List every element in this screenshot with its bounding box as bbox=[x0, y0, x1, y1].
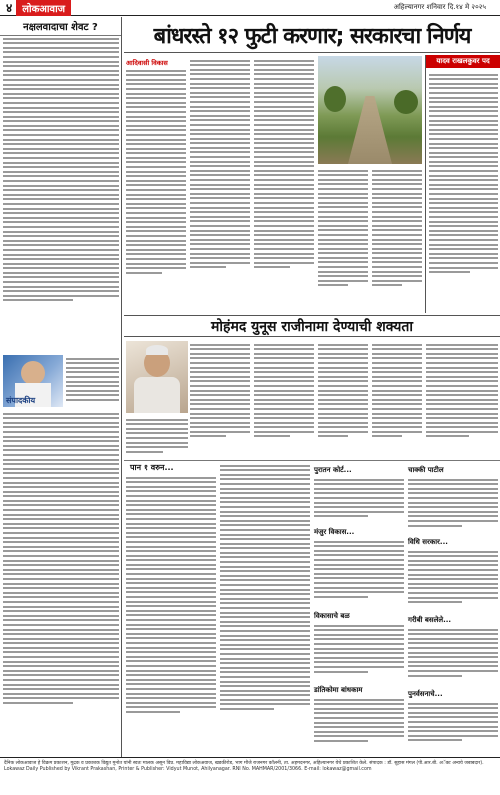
side-box-title: यादव राखलकुवर पद bbox=[426, 55, 500, 68]
col5-subhead-c: गरीबी बसलेले... bbox=[408, 616, 452, 624]
side-box-text bbox=[429, 71, 498, 309]
continued-col4 bbox=[408, 462, 498, 754]
second-story-col2 bbox=[190, 341, 250, 458]
col5-text-a bbox=[408, 476, 498, 534]
road-photo bbox=[318, 56, 422, 164]
continued-col2 bbox=[220, 462, 310, 754]
col4-text-a bbox=[314, 476, 404, 524]
col5-text-c bbox=[408, 626, 498, 686]
editor-photo bbox=[3, 355, 63, 407]
col4-subhead-c: विकासाचे बळ bbox=[314, 612, 350, 620]
main-story-col3 bbox=[254, 57, 314, 312]
second-story-col3 bbox=[254, 341, 314, 458]
second-story-col5 bbox=[372, 341, 422, 458]
main-story-col2 bbox=[190, 57, 250, 312]
yunus-photo bbox=[126, 341, 188, 413]
main-story-kicker: आदिवासी विकास bbox=[126, 59, 168, 67]
col4-text-b bbox=[314, 538, 404, 608]
editorial-headline: नक्षलवादाचा शेवट ? bbox=[0, 17, 121, 36]
second-headline: मोहंमद युनूस राजीनामा देण्याची शक्यता bbox=[124, 315, 500, 337]
date-line: अहिल्यानगर शनिवार दि.१४ मे २०२५ bbox=[393, 3, 486, 11]
continued-col3 bbox=[314, 462, 406, 754]
main-headline: बांधरस्ते १२ फुटी करणार; सरकारचा निर्णय bbox=[124, 17, 500, 53]
col5-subhead-a: चाक्की पाटील bbox=[408, 466, 444, 474]
main-story-col5 bbox=[372, 167, 422, 312]
photo-caption: संपादकीय bbox=[6, 396, 36, 405]
col5-subhead-d: पुनर्वसनाचे... bbox=[408, 690, 443, 698]
col4-subhead-d: डांतिकोमा बांधकाम bbox=[314, 686, 363, 694]
masthead bbox=[0, 0, 500, 16]
col4-subhead-a: पुरातन कोर्ट... bbox=[314, 466, 352, 474]
main-story-col4 bbox=[318, 167, 368, 312]
col4-subhead-b: मंजुर विकास... bbox=[314, 528, 355, 536]
second-story-col6 bbox=[426, 341, 498, 458]
col5-text-b bbox=[408, 548, 498, 612]
main-story-col1 bbox=[126, 67, 186, 312]
col4-text-d bbox=[314, 696, 404, 752]
editorial-text-top bbox=[3, 35, 119, 353]
footer-imprint: दैनिक लोकआवाज हे विक्रम प्रकाशन, मुद्रक व प्रकाशक विद्युत मुनोत यांनी स्वतः मालक असून विप्र. महाविद्या लोकअवाज, खडकीरोड, भाग मौजे राजनगर कॉलनी, ता. अहमदनगर, अहिल्यानगर येथे प्रकाशित केले. संपादक : डॉ. सुहास मंगल (पी.आर.बी. अॅक्ट अन्वये जबाबदार). Lokawaz Daily Published by Vikrant Prakashan, Printer & Publisher: Vidyut Munot, Ahilyanagar. RNI No. MAHMAR/2001/3066. E-mail: lokawaz@gmail.com bbox=[0, 757, 500, 795]
second-story-col4 bbox=[318, 341, 368, 458]
editorial-column bbox=[0, 17, 122, 757]
col5-text-d bbox=[408, 700, 498, 752]
editorial-text-bottom bbox=[3, 410, 119, 755]
side-box bbox=[425, 55, 500, 313]
col4-text-c bbox=[314, 622, 404, 682]
continued-label: पान १ वरुन... bbox=[130, 463, 174, 472]
page-number: ४ bbox=[6, 1, 13, 15]
second-story-col1a bbox=[126, 416, 188, 456]
col5-subhead-b: विधि सरकार... bbox=[408, 538, 448, 546]
newspaper-logo: लोकआवाज bbox=[16, 0, 71, 16]
continued-col1 bbox=[126, 474, 216, 754]
editorial-text-beside-photo bbox=[66, 355, 119, 407]
